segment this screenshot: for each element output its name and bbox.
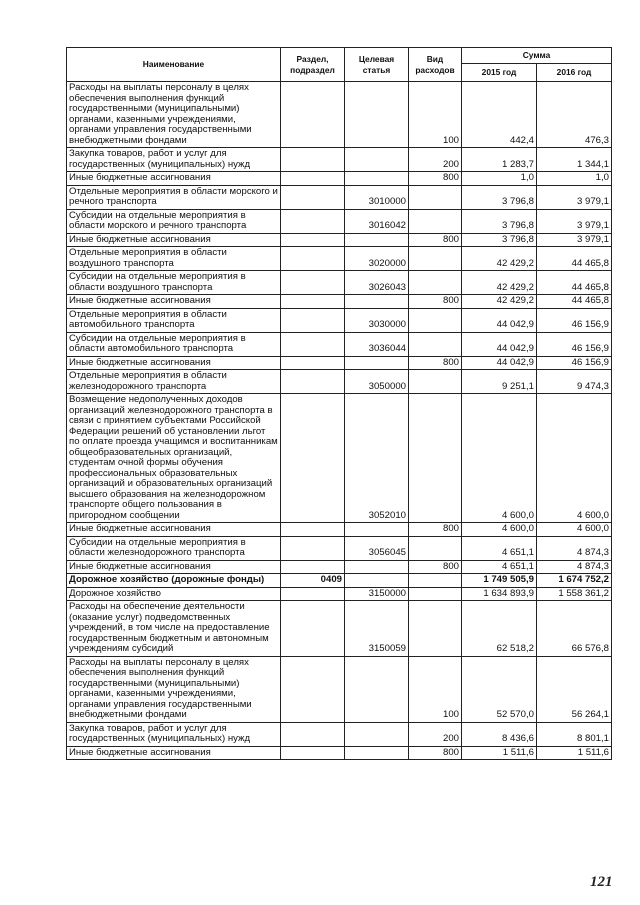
row-amount-2015-cell: 8 436,6 [462, 722, 537, 746]
row-name-cell: Отдельные мероприятия в области морского и речного транспорта [67, 185, 281, 209]
row-target-cell: 3020000 [345, 247, 409, 271]
row-name-cell: Субсидии на отдельные мероприятия в области автомобильного транспорта [67, 332, 281, 356]
row-type-cell [409, 394, 462, 523]
row-amount-2016-cell: 4 600,0 [537, 394, 612, 523]
row-target-cell [345, 722, 409, 746]
row-amount-2015-cell: 442,4 [462, 82, 537, 148]
budget-document [66, 47, 611, 760]
row-amount-2015-cell: 1 749 505,9 [462, 574, 537, 588]
row-amount-2016-cell: 3 979,1 [537, 185, 612, 209]
row-target-cell [345, 233, 409, 247]
row-type-cell [409, 574, 462, 588]
header-section: Раздел, подраздел [281, 48, 345, 82]
row-type-cell [409, 587, 462, 601]
row-amount-2015-cell: 44 042,9 [462, 308, 537, 332]
row-amount-2016-cell: 1 344,1 [537, 148, 612, 172]
table-row [67, 356, 612, 370]
row-type-cell: 800 [409, 523, 462, 537]
table-row [67, 82, 612, 148]
row-name-cell: Расходы на выплаты персоналу в целях обеспечения выполнения функций государственными (муниципальными) органами, казенными учреждениями, органами управления государственными внебюджетными фондами [67, 656, 281, 722]
row-section-cell [281, 523, 345, 537]
row-type-cell: 100 [409, 656, 462, 722]
row-type-cell: 800 [409, 560, 462, 574]
row-target-cell: 3030000 [345, 308, 409, 332]
row-amount-2016-cell: 44 465,8 [537, 271, 612, 295]
row-amount-2015-cell: 4 651,1 [462, 536, 537, 560]
table-row [67, 308, 612, 332]
row-name-cell: Возмещение недополученных доходов организаций железнодорожного транспорта в связи с принятием субъектами Российской Федерации решений об установлении льгот по оплате проезда учащимся и воспитанникам общеобразовательных организаций, студентам очной формы обучения профессиональных образовательных организаций и образовательных организаций высшего образования на железнодорожном транспорте общего пользования в пригородном сообщении [67, 394, 281, 523]
table-body [67, 82, 612, 760]
row-section-cell [281, 247, 345, 271]
row-name-cell: Иные бюджетные ассигнования [67, 523, 281, 537]
row-name-cell: Дорожное хозяйство [67, 587, 281, 601]
row-amount-2015-cell: 44 042,9 [462, 356, 537, 370]
row-type-cell [409, 370, 462, 394]
row-name-cell: Иные бюджетные ассигнования [67, 172, 281, 186]
row-amount-2016-cell: 4 874,3 [537, 536, 612, 560]
table-row [67, 370, 612, 394]
row-type-cell: 200 [409, 148, 462, 172]
row-amount-2016-cell: 56 264,1 [537, 656, 612, 722]
row-amount-2016-cell: 44 465,8 [537, 295, 612, 309]
row-target-cell: 3036044 [345, 332, 409, 356]
row-name-cell: Закупка товаров, работ и услуг для государственных (муниципальных) нужд [67, 148, 281, 172]
row-amount-2015-cell: 42 429,2 [462, 295, 537, 309]
row-section-cell [281, 746, 345, 760]
row-type-cell [409, 332, 462, 356]
row-name-cell: Иные бюджетные ассигнования [67, 356, 281, 370]
row-amount-2015-cell: 4 600,0 [462, 394, 537, 523]
row-target-cell [345, 172, 409, 186]
row-section-cell [281, 536, 345, 560]
table-row [67, 394, 612, 523]
row-amount-2016-cell: 46 156,9 [537, 308, 612, 332]
row-amount-2016-cell: 1 674 752,2 [537, 574, 612, 588]
row-target-cell: 3016042 [345, 209, 409, 233]
row-type-cell [409, 601, 462, 657]
row-amount-2015-cell: 42 429,2 [462, 247, 537, 271]
row-amount-2015-cell: 52 570,0 [462, 656, 537, 722]
row-amount-2015-cell: 44 042,9 [462, 332, 537, 356]
table-row [67, 271, 612, 295]
row-section-cell [281, 601, 345, 657]
row-target-cell [345, 560, 409, 574]
table-row [67, 247, 612, 271]
row-name-cell: Иные бюджетные ассигнования [67, 560, 281, 574]
row-name-cell: Иные бюджетные ассигнования [67, 295, 281, 309]
row-type-cell [409, 308, 462, 332]
row-target-cell [345, 746, 409, 760]
row-section-cell [281, 295, 345, 309]
row-target-cell: 3150000 [345, 587, 409, 601]
row-amount-2015-cell: 4 600,0 [462, 523, 537, 537]
row-target-cell: 3026043 [345, 271, 409, 295]
row-amount-2016-cell: 46 156,9 [537, 332, 612, 356]
row-name-cell: Иные бюджетные ассигнования [67, 233, 281, 247]
row-type-cell [409, 536, 462, 560]
row-type-cell: 200 [409, 722, 462, 746]
row-name-cell: Субсидии на отдельные мероприятия в области железнодорожного транспорта [67, 536, 281, 560]
row-target-cell [345, 356, 409, 370]
table-row [67, 233, 612, 247]
table-row [67, 722, 612, 746]
row-name-cell: Отдельные мероприятия в области автомобильного транспорта [67, 308, 281, 332]
row-type-cell: 800 [409, 356, 462, 370]
row-section-cell [281, 356, 345, 370]
row-amount-2016-cell: 1,0 [537, 172, 612, 186]
row-type-cell: 800 [409, 172, 462, 186]
row-target-cell [345, 574, 409, 588]
row-amount-2015-cell: 1 634 893,9 [462, 587, 537, 601]
row-section-cell [281, 209, 345, 233]
table-row [67, 574, 612, 588]
row-section-cell [281, 560, 345, 574]
row-type-cell: 800 [409, 746, 462, 760]
row-amount-2015-cell: 1,0 [462, 172, 537, 186]
table-row [67, 185, 612, 209]
row-target-cell [345, 523, 409, 537]
table-row [67, 560, 612, 574]
row-target-cell: 3010000 [345, 185, 409, 209]
row-name-cell: Отдельные мероприятия в области воздушного транспорта [67, 247, 281, 271]
row-amount-2015-cell: 62 518,2 [462, 601, 537, 657]
row-target-cell [345, 656, 409, 722]
row-name-cell: Дорожное хозяйство (дорожные фонды) [67, 574, 281, 588]
row-amount-2016-cell: 44 465,8 [537, 247, 612, 271]
row-section-cell [281, 656, 345, 722]
row-amount-2015-cell: 42 429,2 [462, 271, 537, 295]
row-type-cell: 800 [409, 233, 462, 247]
row-type-cell [409, 185, 462, 209]
row-type-cell [409, 271, 462, 295]
header-sum: Сумма [462, 48, 612, 64]
row-name-cell: Субсидии на отдельные мероприятия в области воздушного транспорта [67, 271, 281, 295]
row-section-cell [281, 172, 345, 186]
row-amount-2016-cell: 1 558 361,2 [537, 587, 612, 601]
row-section-cell [281, 394, 345, 523]
row-amount-2016-cell: 4 600,0 [537, 523, 612, 537]
table-row [67, 209, 612, 233]
table-row [67, 536, 612, 560]
row-section-cell [281, 370, 345, 394]
row-type-cell [409, 247, 462, 271]
row-target-cell [345, 82, 409, 148]
row-amount-2016-cell: 476,3 [537, 82, 612, 148]
row-name-cell: Расходы на выплаты персоналу в целях обеспечения выполнения функций государственными (муниципальными) органами, казенными учреждениями, органами управления государственными внебюджетными фондами [67, 82, 281, 148]
row-type-cell: 100 [409, 82, 462, 148]
table-row [67, 523, 612, 537]
table-row [67, 587, 612, 601]
row-name-cell: Субсидии на отдельные мероприятия в области морского и речного транспорта [67, 209, 281, 233]
row-amount-2016-cell: 9 474,3 [537, 370, 612, 394]
table-row [67, 746, 612, 760]
row-section-cell [281, 308, 345, 332]
row-target-cell: 3052010 [345, 394, 409, 523]
row-section-cell [281, 148, 345, 172]
row-section-cell [281, 271, 345, 295]
table-row [67, 656, 612, 722]
table-row [67, 172, 612, 186]
row-amount-2015-cell: 1 283,7 [462, 148, 537, 172]
row-amount-2015-cell: 3 796,8 [462, 209, 537, 233]
row-type-cell: 800 [409, 295, 462, 309]
header-year-2016: 2016 год [537, 64, 612, 82]
header-name: Наименование [67, 48, 281, 82]
row-amount-2015-cell: 1 511,6 [462, 746, 537, 760]
row-section-cell [281, 185, 345, 209]
row-amount-2015-cell: 3 796,8 [462, 185, 537, 209]
row-name-cell: Закупка товаров, работ и услуг для государственных (муниципальных) нужд [67, 722, 281, 746]
row-section-cell [281, 82, 345, 148]
row-section-cell [281, 587, 345, 601]
row-target-cell [345, 295, 409, 309]
row-target-cell [345, 148, 409, 172]
row-amount-2016-cell: 66 576,8 [537, 601, 612, 657]
header-target: Целевая статья [345, 48, 409, 82]
row-amount-2016-cell: 3 979,1 [537, 233, 612, 247]
row-target-cell: 3150059 [345, 601, 409, 657]
row-amount-2016-cell: 3 979,1 [537, 209, 612, 233]
row-target-cell: 3050000 [345, 370, 409, 394]
row-section-cell [281, 722, 345, 746]
row-amount-2016-cell: 1 511,6 [537, 746, 612, 760]
table-row [67, 601, 612, 657]
row-target-cell: 3056045 [345, 536, 409, 560]
row-amount-2016-cell: 4 874,3 [537, 560, 612, 574]
row-amount-2015-cell: 3 796,8 [462, 233, 537, 247]
row-name-cell: Расходы на обеспечение деятельности (оказание услуг) подведомственных учреждений, в том числе на предоставление государственным бюджетным и автономным учреждениям субсидий [67, 601, 281, 657]
row-section-cell [281, 233, 345, 247]
table-row [67, 295, 612, 309]
header-type: Вид расходов [409, 48, 462, 82]
row-amount-2016-cell: 46 156,9 [537, 356, 612, 370]
table-row [67, 332, 612, 356]
row-section-cell: 0409 [281, 574, 345, 588]
row-type-cell [409, 209, 462, 233]
row-amount-2015-cell: 4 651,1 [462, 560, 537, 574]
page-number: 121 [590, 874, 613, 890]
row-amount-2015-cell: 9 251,1 [462, 370, 537, 394]
row-name-cell: Отдельные мероприятия в области железнодорожного транспорта [67, 370, 281, 394]
table-row [67, 148, 612, 172]
row-section-cell [281, 332, 345, 356]
header-year-2015: 2015 год [462, 64, 537, 82]
row-name-cell: Иные бюджетные ассигнования [67, 746, 281, 760]
budget-table [66, 47, 612, 760]
row-amount-2016-cell: 8 801,1 [537, 722, 612, 746]
